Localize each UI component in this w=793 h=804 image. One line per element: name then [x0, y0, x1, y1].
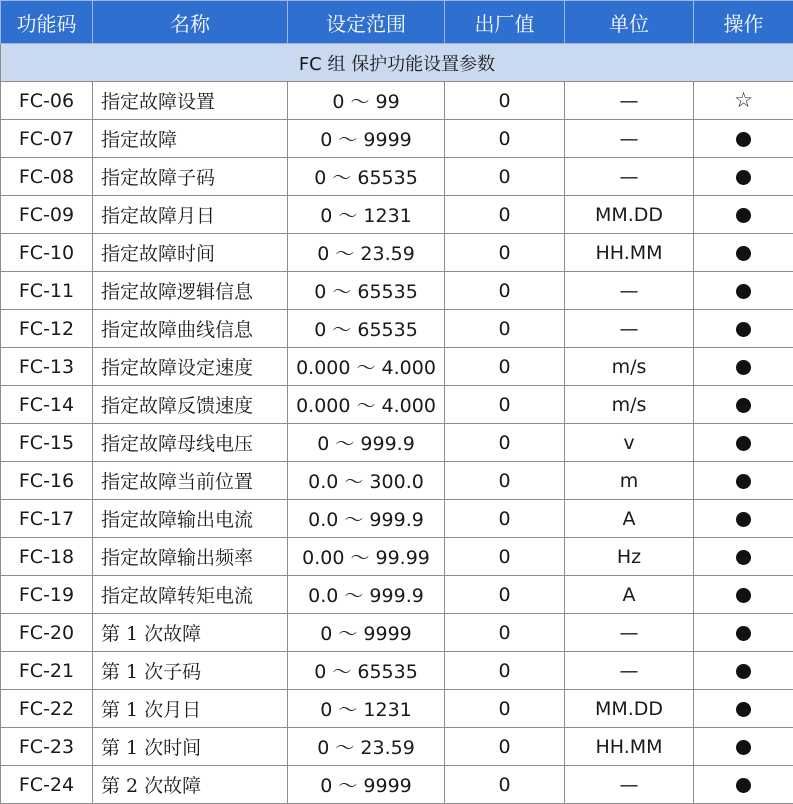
cell-code: FC-10: [1, 234, 93, 272]
filled-dot-icon: [736, 246, 751, 261]
cell-unit: —: [565, 158, 694, 196]
cell-code: FC-19: [1, 576, 93, 614]
cell-default: 0: [445, 196, 565, 234]
cell-range: 0 ～ 65535: [288, 272, 445, 310]
star-outline-icon: ☆: [734, 88, 753, 112]
cell-name: 指定故障: [93, 120, 288, 158]
cell-range: 0 ～ 9999: [288, 120, 445, 158]
cell-unit: HH.MM: [565, 728, 694, 766]
cell-code: FC-20: [1, 614, 93, 652]
cell-unit: Hz: [565, 538, 694, 576]
cell-range: 0.000 ～ 4.000: [288, 348, 445, 386]
cell-range: 0 ～ 65535: [288, 652, 445, 690]
cell-operation: [694, 234, 793, 272]
header-row: [1, 1, 793, 44]
cell-name: 第 1 次月日: [93, 690, 288, 728]
cell-name: 指定故障月日: [93, 196, 288, 234]
cell-code: FC-09: [1, 196, 93, 234]
cell-code: FC-17: [1, 500, 93, 538]
cell-range: 0 ～ 1231: [288, 196, 445, 234]
cell-default: 0: [445, 234, 565, 272]
filled-dot-icon: [736, 360, 751, 375]
cell-range: 0 ～ 23.59: [288, 234, 445, 272]
table-row: [1, 500, 793, 538]
filled-dot-icon: [736, 474, 751, 489]
cell-unit: MM.DD: [565, 196, 694, 234]
cell-code: FC-12: [1, 310, 93, 348]
header-operation: 操作: [694, 1, 793, 44]
cell-default: 0: [445, 424, 565, 462]
cell-range: 0.0 ～ 300.0: [288, 462, 445, 500]
cell-unit: m: [565, 462, 694, 500]
cell-name: 第 2 次故障: [93, 766, 288, 804]
cell-default: 0: [445, 272, 565, 310]
cell-operation: [694, 538, 793, 576]
cell-operation: [694, 690, 793, 728]
cell-operation: [694, 82, 793, 120]
header-range: 设定范围: [288, 1, 445, 44]
cell-operation: [694, 766, 793, 804]
cell-range: 0.00 ～ 99.99: [288, 538, 445, 576]
cell-default: 0: [445, 728, 565, 766]
cell-code: FC-14: [1, 386, 93, 424]
cell-unit: A: [565, 500, 694, 538]
cell-code: FC-23: [1, 728, 93, 766]
cell-default: 0: [445, 576, 565, 614]
cell-name: 第 1 次故障: [93, 614, 288, 652]
table-row: [1, 310, 793, 348]
cell-default: 0: [445, 310, 565, 348]
cell-default: 0: [445, 348, 565, 386]
table-body: [1, 44, 793, 804]
cell-operation: [694, 272, 793, 310]
cell-operation: [694, 652, 793, 690]
cell-unit: m/s: [565, 348, 694, 386]
header-code: 功能码: [1, 1, 93, 44]
table-row: [1, 690, 793, 728]
cell-code: FC-08: [1, 158, 93, 196]
cell-range: 0.000 ～ 4.000: [288, 386, 445, 424]
filled-dot-icon: [736, 436, 751, 451]
filled-dot-icon: [736, 664, 751, 679]
cell-range: 0 ～ 65535: [288, 310, 445, 348]
cell-unit: —: [565, 652, 694, 690]
cell-code: FC-07: [1, 120, 93, 158]
cell-default: 0: [445, 120, 565, 158]
cell-name: 指定故障时间: [93, 234, 288, 272]
header-name: 名称: [93, 1, 288, 44]
table-row: [1, 272, 793, 310]
filled-dot-icon: [736, 702, 751, 717]
filled-dot-icon: [736, 322, 751, 337]
cell-default: 0: [445, 386, 565, 424]
cell-default: 0: [445, 82, 565, 120]
cell-operation: [694, 158, 793, 196]
filled-dot-icon: [736, 132, 751, 147]
cell-operation: [694, 348, 793, 386]
cell-unit: —: [565, 766, 694, 804]
cell-unit: —: [565, 82, 694, 120]
cell-range: 0 ～ 23.59: [288, 728, 445, 766]
filled-dot-icon: [736, 588, 751, 603]
cell-name: 指定故障母线电压: [93, 424, 288, 462]
group-title: FC 组 保护功能设置参数: [1, 44, 793, 82]
cell-operation: [694, 500, 793, 538]
cell-operation: [694, 424, 793, 462]
cell-operation: [694, 576, 793, 614]
table-row: [1, 82, 793, 120]
filled-dot-icon: [736, 170, 751, 185]
filled-dot-icon: [736, 778, 751, 793]
cell-range: 0 ～ 99: [288, 82, 445, 120]
cell-unit: HH.MM: [565, 234, 694, 272]
cell-default: 0: [445, 500, 565, 538]
cell-unit: MM.DD: [565, 690, 694, 728]
cell-name: 指定故障设置: [93, 82, 288, 120]
cell-code: FC-21: [1, 652, 93, 690]
cell-unit: A: [565, 576, 694, 614]
table-row: [1, 234, 793, 272]
table-row: [1, 462, 793, 500]
table-row: [1, 424, 793, 462]
cell-default: 0: [445, 690, 565, 728]
header-unit: 单位: [565, 1, 694, 44]
table-row: [1, 196, 793, 234]
cell-name: 指定故障输出频率: [93, 538, 288, 576]
table-row: [1, 728, 793, 766]
cell-range: 0 ～ 9999: [288, 614, 445, 652]
table-row: [1, 158, 793, 196]
cell-unit: m/s: [565, 386, 694, 424]
cell-default: 0: [445, 614, 565, 652]
table-row: [1, 576, 793, 614]
cell-unit: —: [565, 614, 694, 652]
cell-unit: —: [565, 310, 694, 348]
cell-name: 指定故障当前位置: [93, 462, 288, 500]
filled-dot-icon: [736, 284, 751, 299]
cell-default: 0: [445, 652, 565, 690]
cell-code: FC-06: [1, 82, 93, 120]
table-row: [1, 120, 793, 158]
table-row: [1, 614, 793, 652]
cell-name: 指定故障反馈速度: [93, 386, 288, 424]
table-row: [1, 766, 793, 804]
group-row: [1, 44, 793, 82]
cell-operation: [694, 386, 793, 424]
cell-default: 0: [445, 158, 565, 196]
filled-dot-icon: [736, 550, 751, 565]
cell-operation: [694, 310, 793, 348]
cell-unit: —: [565, 272, 694, 310]
cell-range: 0 ～ 999.9: [288, 424, 445, 462]
cell-name: 指定故障子码: [93, 158, 288, 196]
cell-name: 指定故障设定速度: [93, 348, 288, 386]
cell-name: 指定故障曲线信息: [93, 310, 288, 348]
cell-name: 第 1 次时间: [93, 728, 288, 766]
cell-code: FC-16: [1, 462, 93, 500]
filled-dot-icon: [736, 398, 751, 413]
cell-range: 0 ～ 1231: [288, 690, 445, 728]
cell-range: 0 ～ 9999: [288, 766, 445, 804]
cell-name: 指定故障转矩电流: [93, 576, 288, 614]
cell-default: 0: [445, 462, 565, 500]
cell-code: FC-22: [1, 690, 93, 728]
table-row: [1, 652, 793, 690]
cell-name: 指定故障逻辑信息: [93, 272, 288, 310]
cell-code: FC-11: [1, 272, 93, 310]
cell-name: 第 1 次子码: [93, 652, 288, 690]
cell-default: 0: [445, 766, 565, 804]
table-row: [1, 386, 793, 424]
cell-range: 0.0 ～ 999.9: [288, 500, 445, 538]
cell-range: 0 ～ 65535: [288, 158, 445, 196]
cell-operation: [694, 462, 793, 500]
cell-name: 指定故障输出电流: [93, 500, 288, 538]
table-row: [1, 538, 793, 576]
header-default: 出厂值: [445, 1, 565, 44]
filled-dot-icon: [736, 626, 751, 641]
cell-range: 0.0 ～ 999.9: [288, 576, 445, 614]
table-row: [1, 348, 793, 386]
cell-code: FC-24: [1, 766, 93, 804]
cell-default: 0: [445, 538, 565, 576]
cell-unit: —: [565, 120, 694, 158]
cell-code: FC-18: [1, 538, 93, 576]
filled-dot-icon: [736, 208, 751, 223]
cell-operation: [694, 120, 793, 158]
cell-code: FC-13: [1, 348, 93, 386]
cell-unit: v: [565, 424, 694, 462]
cell-operation: [694, 728, 793, 766]
cell-operation: [694, 614, 793, 652]
cell-code: FC-15: [1, 424, 93, 462]
filled-dot-icon: [736, 740, 751, 755]
filled-dot-icon: [736, 512, 751, 527]
cell-operation: [694, 196, 793, 234]
